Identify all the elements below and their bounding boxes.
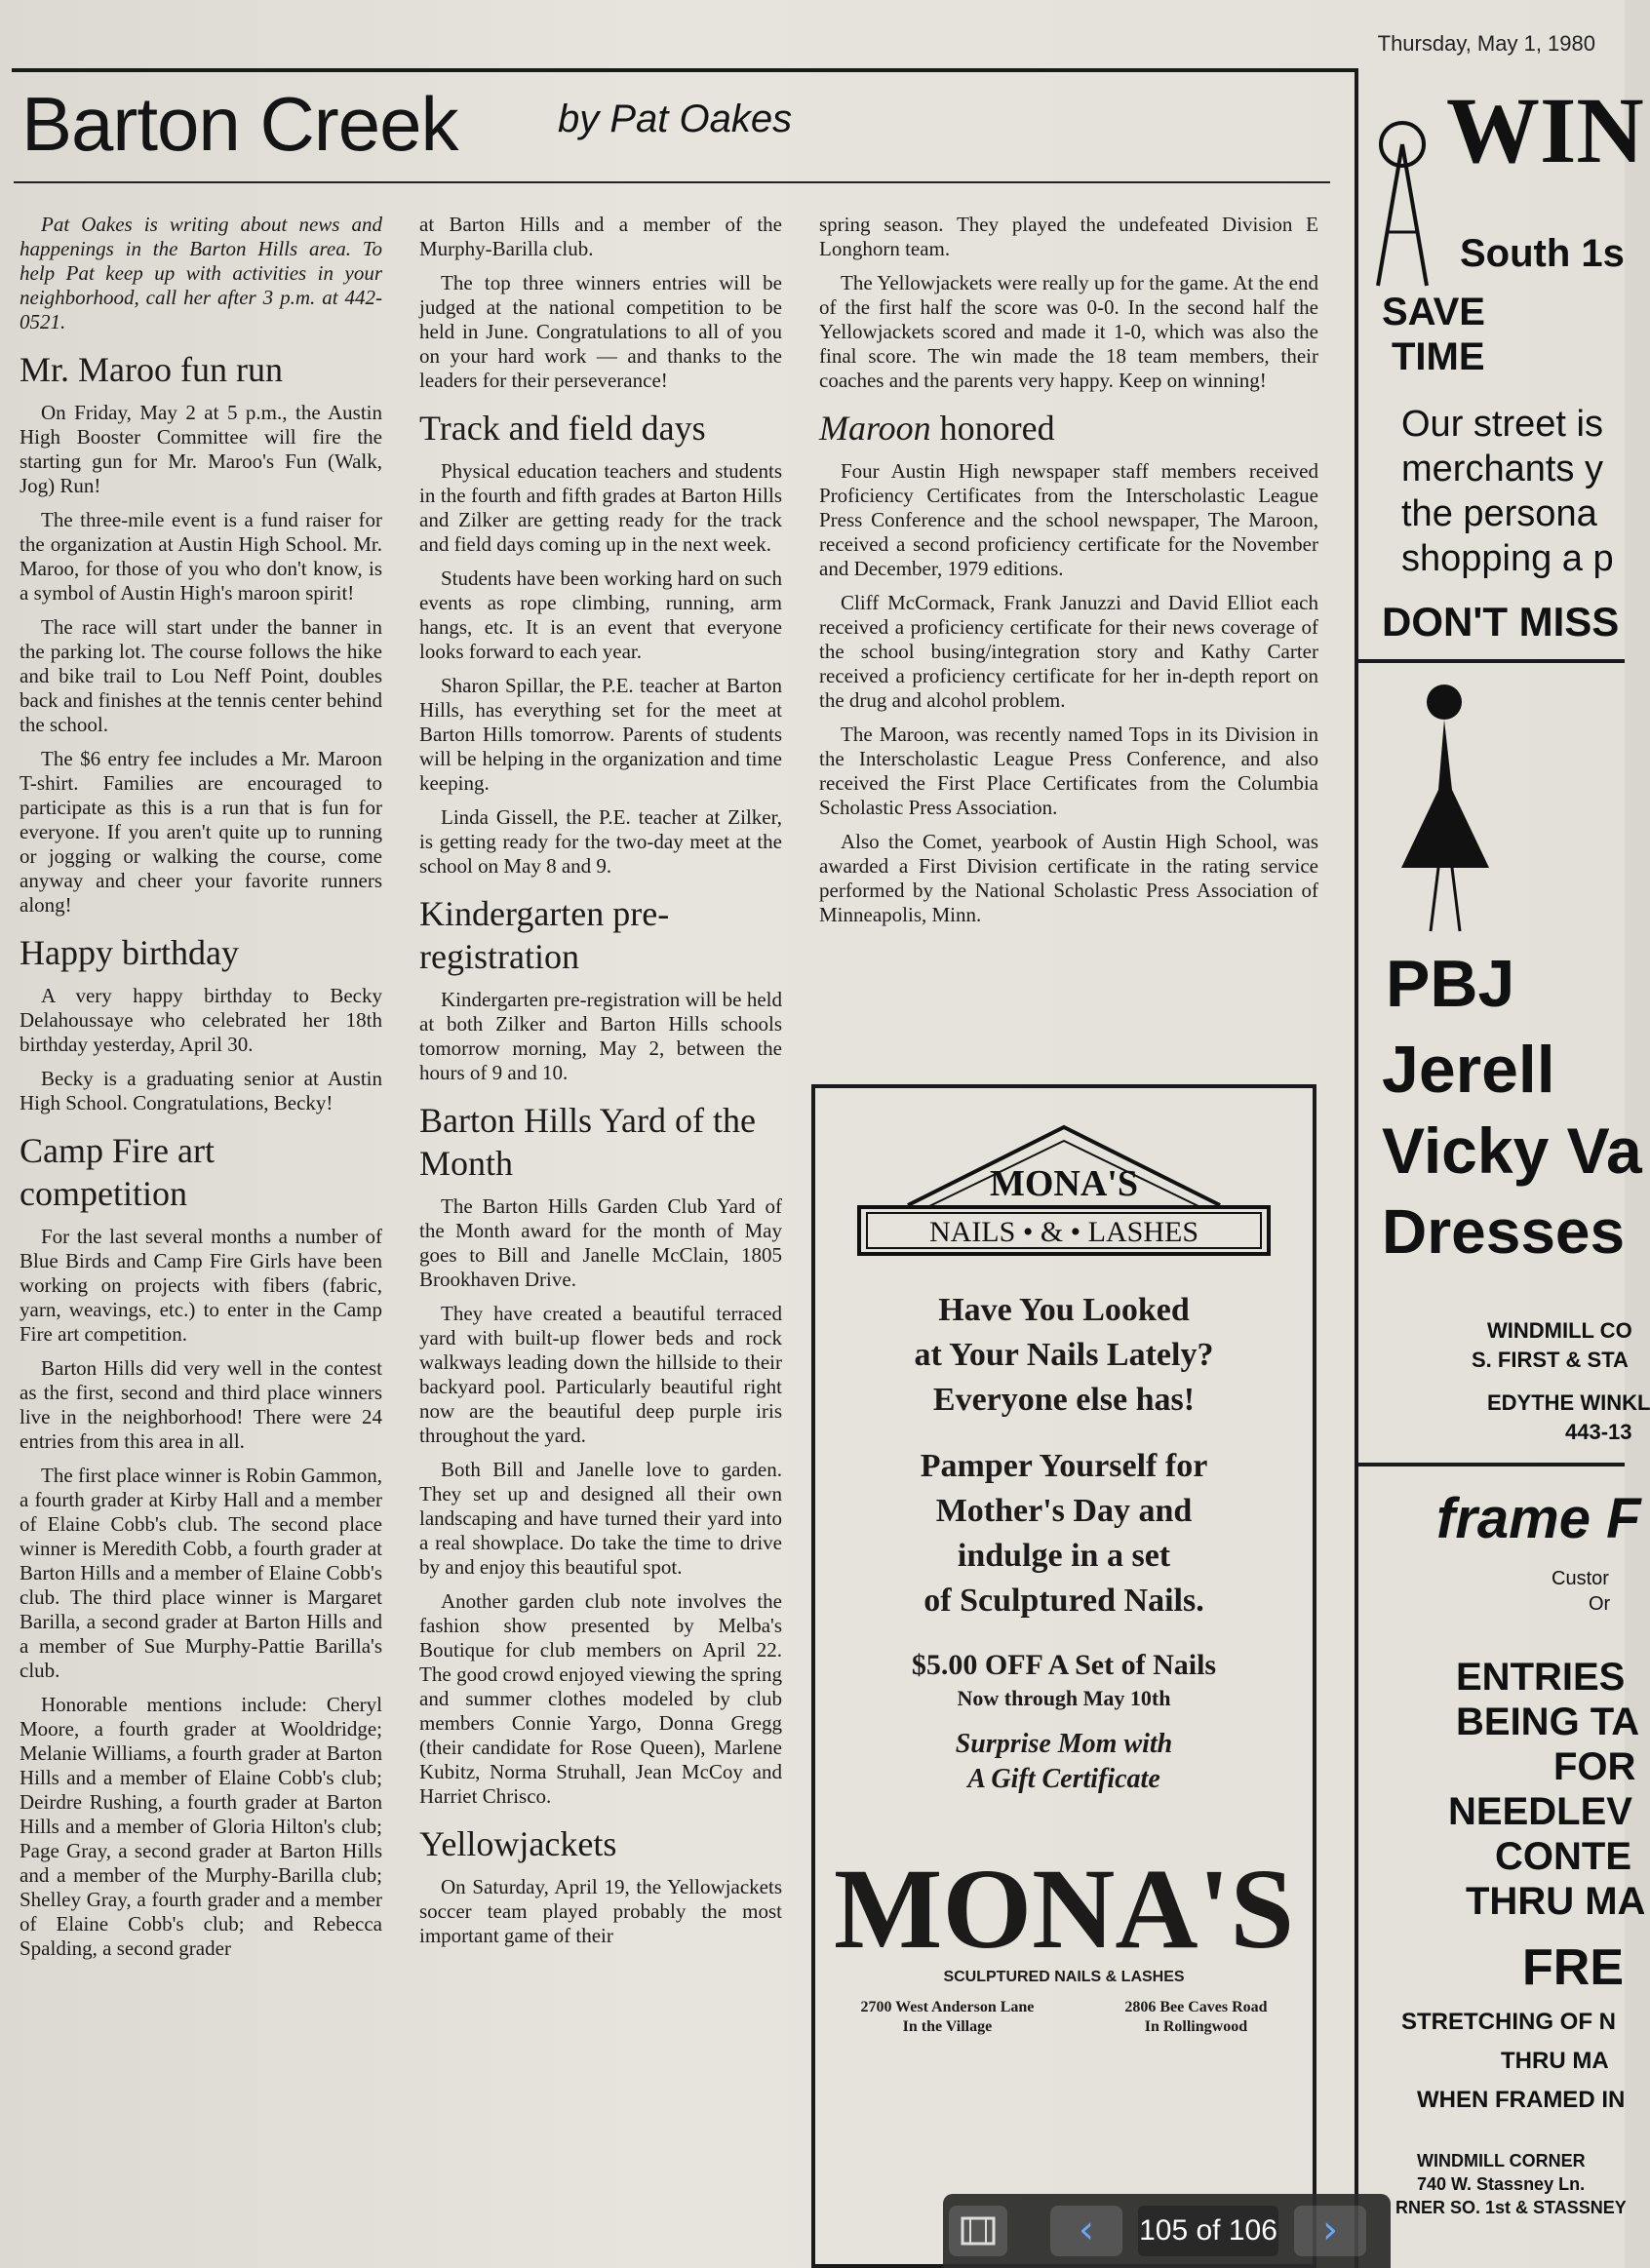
strip-dont-miss: DON'T MISS <box>1382 599 1620 645</box>
chevron-right-icon: › <box>1322 2208 1338 2252</box>
paragraph: The first place winner is Robin Gammon, a fourth grader at Kirby Hall and a member of Elaine Cobb's club. The second place winner is Meredith Cobb, a fourth grader at Barton Hills and a member of Elaine Cobb's club. The third place winner is Margaret Barilla, a second grader at Barton Hills and a member of Sue Murphy-Pattie Barilla's club. <box>20 1464 382 1682</box>
paragraph: Honorable mentions include: Cheryl Moore, a fourth grader at Wooldridge; Melanie Williams, a fourth grader at Barton Hills and a member of Elaine Cobb's club; Deirdre Rushing, a fourth grader at Barton Hills and a member of Gloria Hilton's club; Page Gray, a second grader at Barton Hills and a member of the Murphy-Barilla club; Shelley Gray, a fourth grader and a member of Elaine Cobb's club; and Rebecca Spalding, a second grader <box>20 1693 382 1960</box>
ad-through: Now through May 10th <box>957 1686 1171 1710</box>
paragraph: Becky is a graduating senior at Austin High School. Congratulations, Becky! <box>20 1067 382 1114</box>
strip-free: FRE <box>1522 1939 1624 1996</box>
ad-line: Everyone else has! <box>932 1382 1196 1418</box>
paragraph: spring season. They played the undefeated Division E Longhorn team. <box>819 213 1318 260</box>
top-rule <box>12 68 1357 72</box>
paragraph: For the last several months a number of Blue Birds and Camp Fire Girls have been working on projects with fibers (fabric, yarn, weavings, etc.) to enter in the Camp Fire art competition. <box>20 1225 382 1346</box>
ad-surprise: A Gift Certificate <box>967 1764 1160 1794</box>
paragraph: Four Austin High newspaper staff members received Proficiency Certificates from the Interscholastic League Press Conference and the school newspaper, The Maroon, received a second proficiency certificate for the November and December, 1979 editions. <box>819 459 1318 580</box>
paragraph: The Barton Hills Garden Club Yard of the Month award for the month of May goes to Bill and Janelle McClain, 1805 Brookhaven Drive. <box>419 1194 782 1291</box>
heading-maroon-italic: Maroon <box>819 409 931 448</box>
chevron-left-icon: ‹ <box>1079 2208 1094 2252</box>
article-column-1 <box>20 213 382 1971</box>
strip-entries: BEING TA <box>1456 1701 1640 1743</box>
ad-line: of Sculptured Nails. <box>923 1583 1204 1619</box>
strip-small: WINDMILL CO <box>1487 1318 1632 1343</box>
windmill-corner-ad <box>1358 663 1650 1463</box>
strip-text: the persona <box>1401 493 1597 534</box>
strip-dresses: Dresses <box>1382 1196 1626 1267</box>
paragraph: The three-mile event is a fund raiser for the organization at Austin High School. Mr. Maroo, for those of you who don't know, is a symbol of Austin High's maroon spirit! <box>20 508 382 605</box>
strip-time: TIME <box>1392 335 1485 378</box>
heading-maroon-rest: honored <box>930 409 1055 448</box>
strip-entries: ENTRIES <box>1456 1656 1626 1699</box>
monas-wordmark: MONA'S <box>834 1845 1294 1973</box>
logo-top-text: MONA'S <box>990 1163 1138 1204</box>
paragraph: Another garden club note involves the fashion show presented by Melba's Boutique for club members on April 22. The good crowd enjoyed viewing the spring and summer clothes modeled by club members Connie Yargo, Donna Gregg (their candidate for Rose Queen), Marlene Kubitz, Norma Struhall, Jean McCoy and Harriet Chrisco. <box>419 1589 782 1808</box>
strip-small: 740 W. Stassney Ln. <box>1417 2174 1586 2194</box>
paragraph: On Saturday, April 19, the Yellowjackets soccer team played probably the most important game of their <box>419 1875 782 1947</box>
page-viewer-toolbar <box>943 2194 1391 2268</box>
strip-vicky: Vicky Va <box>1382 1114 1642 1187</box>
paragraph: The race will start under the banner in the parking lot. The course follows the hike and bike trail to Lou Neff Point, doubles back and finishes at the tennis center behind the school. <box>20 615 382 736</box>
strip-text: merchants y <box>1401 449 1603 489</box>
paragraph: Kindergarten pre-registration will be held at both Zilker and Barton Hills schools tomorrow morning, May 2, between the hours of 9 and 10. <box>419 988 782 1084</box>
monas-logo-badge <box>849 1117 1278 1264</box>
paragraph: at Barton Hills and a member of the Murphy-Barilla club. <box>419 213 782 260</box>
logo-banner-text: NAILS • & • LASHES <box>928 1216 1199 1248</box>
paragraph: The Yellowjackets were really up for the game. At the end of the first half the score was 0-0. In the second half the Yellowjackets scored and made it 1-0, which was also the final score. The win made the 18 team members, their coaches and the parents very happy. Keep on winning! <box>819 271 1318 392</box>
strip-entries: FOR <box>1553 1745 1636 1788</box>
ad-offer: $5.00 OFF A Set of Nails <box>911 1649 1217 1681</box>
strip-win: WIN <box>1446 78 1644 182</box>
strip-small: 443-13 <box>1565 1420 1632 1444</box>
column-title: Barton Creek <box>21 81 458 167</box>
paragraph: Cliff McCormack, Frank Januzzi and David Elliot each received a proficiency certificate for their news coverage of the school busing/integration story and Kathy Carter received a proficiency certificate for her in-depth report on the drug and alcohol problem. <box>819 591 1318 712</box>
windmill-ad <box>1358 76 1644 661</box>
paragraph: Also the Comet, yearbook of Austin High School, was awarded a First Division certificate in the rating service performed by the National Scholastic Press Association of Minneapolis, Minn. <box>819 830 1318 926</box>
column-byline: by Pat Oakes <box>558 98 793 140</box>
paragraph: Barton Hills did very well in the contest as the first, second and third place winners live in the neighborhood! There were 24 entries from this area in all. <box>20 1356 382 1453</box>
windmill-icon <box>1368 115 1436 291</box>
paragraph: Physical education teachers and students in the fourth and fifth grades at Barton Hills and Zilker are getting ready for the track and field days coming up in the next week. <box>419 459 782 556</box>
ad-address: 2700 West Anderson Lane <box>860 1999 1035 2015</box>
ad-address: 2806 Bee Caves Road <box>1124 1999 1268 2015</box>
article-column-3 <box>819 213 1318 937</box>
ad-logo-sub: SCULPTURED NAILS & LASHES <box>943 1969 1185 1985</box>
paragraph: Students have been working hard on such events as rope climbing, running, arm hangs, etc. It is an event that everyone looks forward to each year. <box>419 567 782 663</box>
strip-small: WINDMILL CORNER <box>1417 2151 1586 2170</box>
ad-surprise: Surprise Mom with <box>955 1729 1173 1759</box>
heading-kindergarten: Kindergarten pre-registration <box>419 894 670 976</box>
paragraph: The Maroon, was recently named Tops in its Division in the Interscholastic League Press Conference, and also received the First Place Certificates from the Columbia Scholastic Press Association. <box>819 723 1318 819</box>
heading-campfire: Camp Fire art competition <box>20 1131 215 1213</box>
strip-small: RNER SO. 1st & STASSNEY <box>1395 2198 1627 2217</box>
next-page-button[interactable] <box>1294 2206 1366 2256</box>
monas-advertisement <box>811 1084 1316 2268</box>
filmstrip-button[interactable] <box>949 2206 1007 2256</box>
strip-save: SAVE <box>1382 291 1485 333</box>
strip-entries: CONTE <box>1495 1835 1631 1878</box>
paragraph: The top three winners entries will be judged at the national competition to be held in June. Congratulations to all of you on your hard work — and thanks to the leaders for their perseverance! <box>419 271 782 392</box>
ad-line: Pamper Yourself for <box>920 1448 1208 1484</box>
ad-line: Mother's Day and <box>935 1493 1193 1529</box>
header-rule <box>14 181 1330 183</box>
paragraph: On Friday, May 2 at 5 p.m., the Austin High Booster Committee will fire the starting gun for Mr. Maroo's Fun (Walk, Jog) Run! <box>20 401 382 497</box>
heading-maroon-honored <box>819 407 1318 450</box>
strip-small: S. FIRST & STA <box>1472 1348 1629 1372</box>
previous-page-button[interactable] <box>1050 2206 1122 2256</box>
heading-fun-run: Mr. Maroo fun run <box>20 350 283 389</box>
ad-line: indulge in a set <box>957 1538 1171 1574</box>
ad-line: Have You Looked <box>938 1292 1190 1328</box>
heading-yard: Barton Hills Yard of the Month <box>419 1101 756 1183</box>
ad-address: In the Village <box>902 2018 993 2035</box>
strip-small: EDYTHE WINKL <box>1487 1390 1650 1415</box>
heading-birthday: Happy birthday <box>20 933 239 972</box>
paragraph: Linda Gissell, the P.E. teacher at Zilker, is getting ready for the two-day meet at the school on May 8 and 9. <box>419 805 782 878</box>
strip-small: STRETCHING OF N <box>1401 2009 1616 2035</box>
ad-line: at Your Nails Lately? <box>914 1337 1214 1373</box>
heading-yellowjackets: Yellowjackets <box>419 1824 617 1863</box>
page-date: Thursday, May 1, 1980 <box>1377 31 1595 56</box>
dancer-icon <box>1382 673 1509 936</box>
heading-track: Track and field days <box>419 409 706 448</box>
strip-entries: THRU MA <box>1466 1880 1646 1923</box>
strip-entries: NEEDLEV <box>1448 1790 1632 1833</box>
strip-frame: frame F <box>1436 1487 1641 1550</box>
strip-small: THRU MA <box>1501 2048 1609 2074</box>
frame-shop-ad <box>1358 1466 1646 2268</box>
column-intro: Pat Oakes is writing about news and happenings in the Barton Hills area. To help Pat keep up with activities in your neighborhood, call her after 3 p.m. at 442-0521. <box>20 213 382 333</box>
strip-pbj: PBJ <box>1386 947 1515 1021</box>
paragraph: A very happy birthday to Becky Delahoussaye who celebrated her 18th birthday yesterday, April 30. <box>20 984 382 1056</box>
article-column-2 <box>419 213 782 1958</box>
paragraph: Both Bill and Janelle love to garden. They set up and designed all their own landscaping and have turned their yard into a real showplace. Do take the time to drive by and enjoy this beautiful spot. <box>419 1458 782 1579</box>
strip-text: Our street is <box>1401 404 1603 445</box>
filmstrip-icon <box>961 2216 996 2246</box>
page-indicator: 105 of 106 <box>1138 2206 1278 2256</box>
strip-small: Or <box>1589 1593 1611 1615</box>
strip-small: Custor <box>1552 1568 1609 1589</box>
strip-small: WHEN FRAMED IN <box>1417 2087 1626 2113</box>
strip-text: shopping a p <box>1401 538 1614 579</box>
ad-address: In Rollingwood <box>1144 2018 1248 2035</box>
paragraph: The $6 entry fee includes a Mr. Maroon T-shirt. Families are encouraged to participate as this is a run that is fun for everyone. If you aren't quite up to running or jogging or walking the course, come anyway and cheer your favorite runners along! <box>20 747 382 917</box>
paragraph: They have created a beautiful terraced yard with built-up flower beds and rock walkways leading down the hillside to their backyard pool. Particularly beautiful right now are the beautiful deep purple iris throughout the yard. <box>419 1302 782 1447</box>
paragraph: Sharon Spillar, the P.E. teacher at Barton Hills, has everything set for the meet at Barton Hills tomorrow. Parents of students will be helping in the organization and time keeping. <box>419 674 782 795</box>
strip-south: South 1s <box>1460 232 1625 275</box>
strip-jerell: Jerell <box>1382 1033 1555 1107</box>
